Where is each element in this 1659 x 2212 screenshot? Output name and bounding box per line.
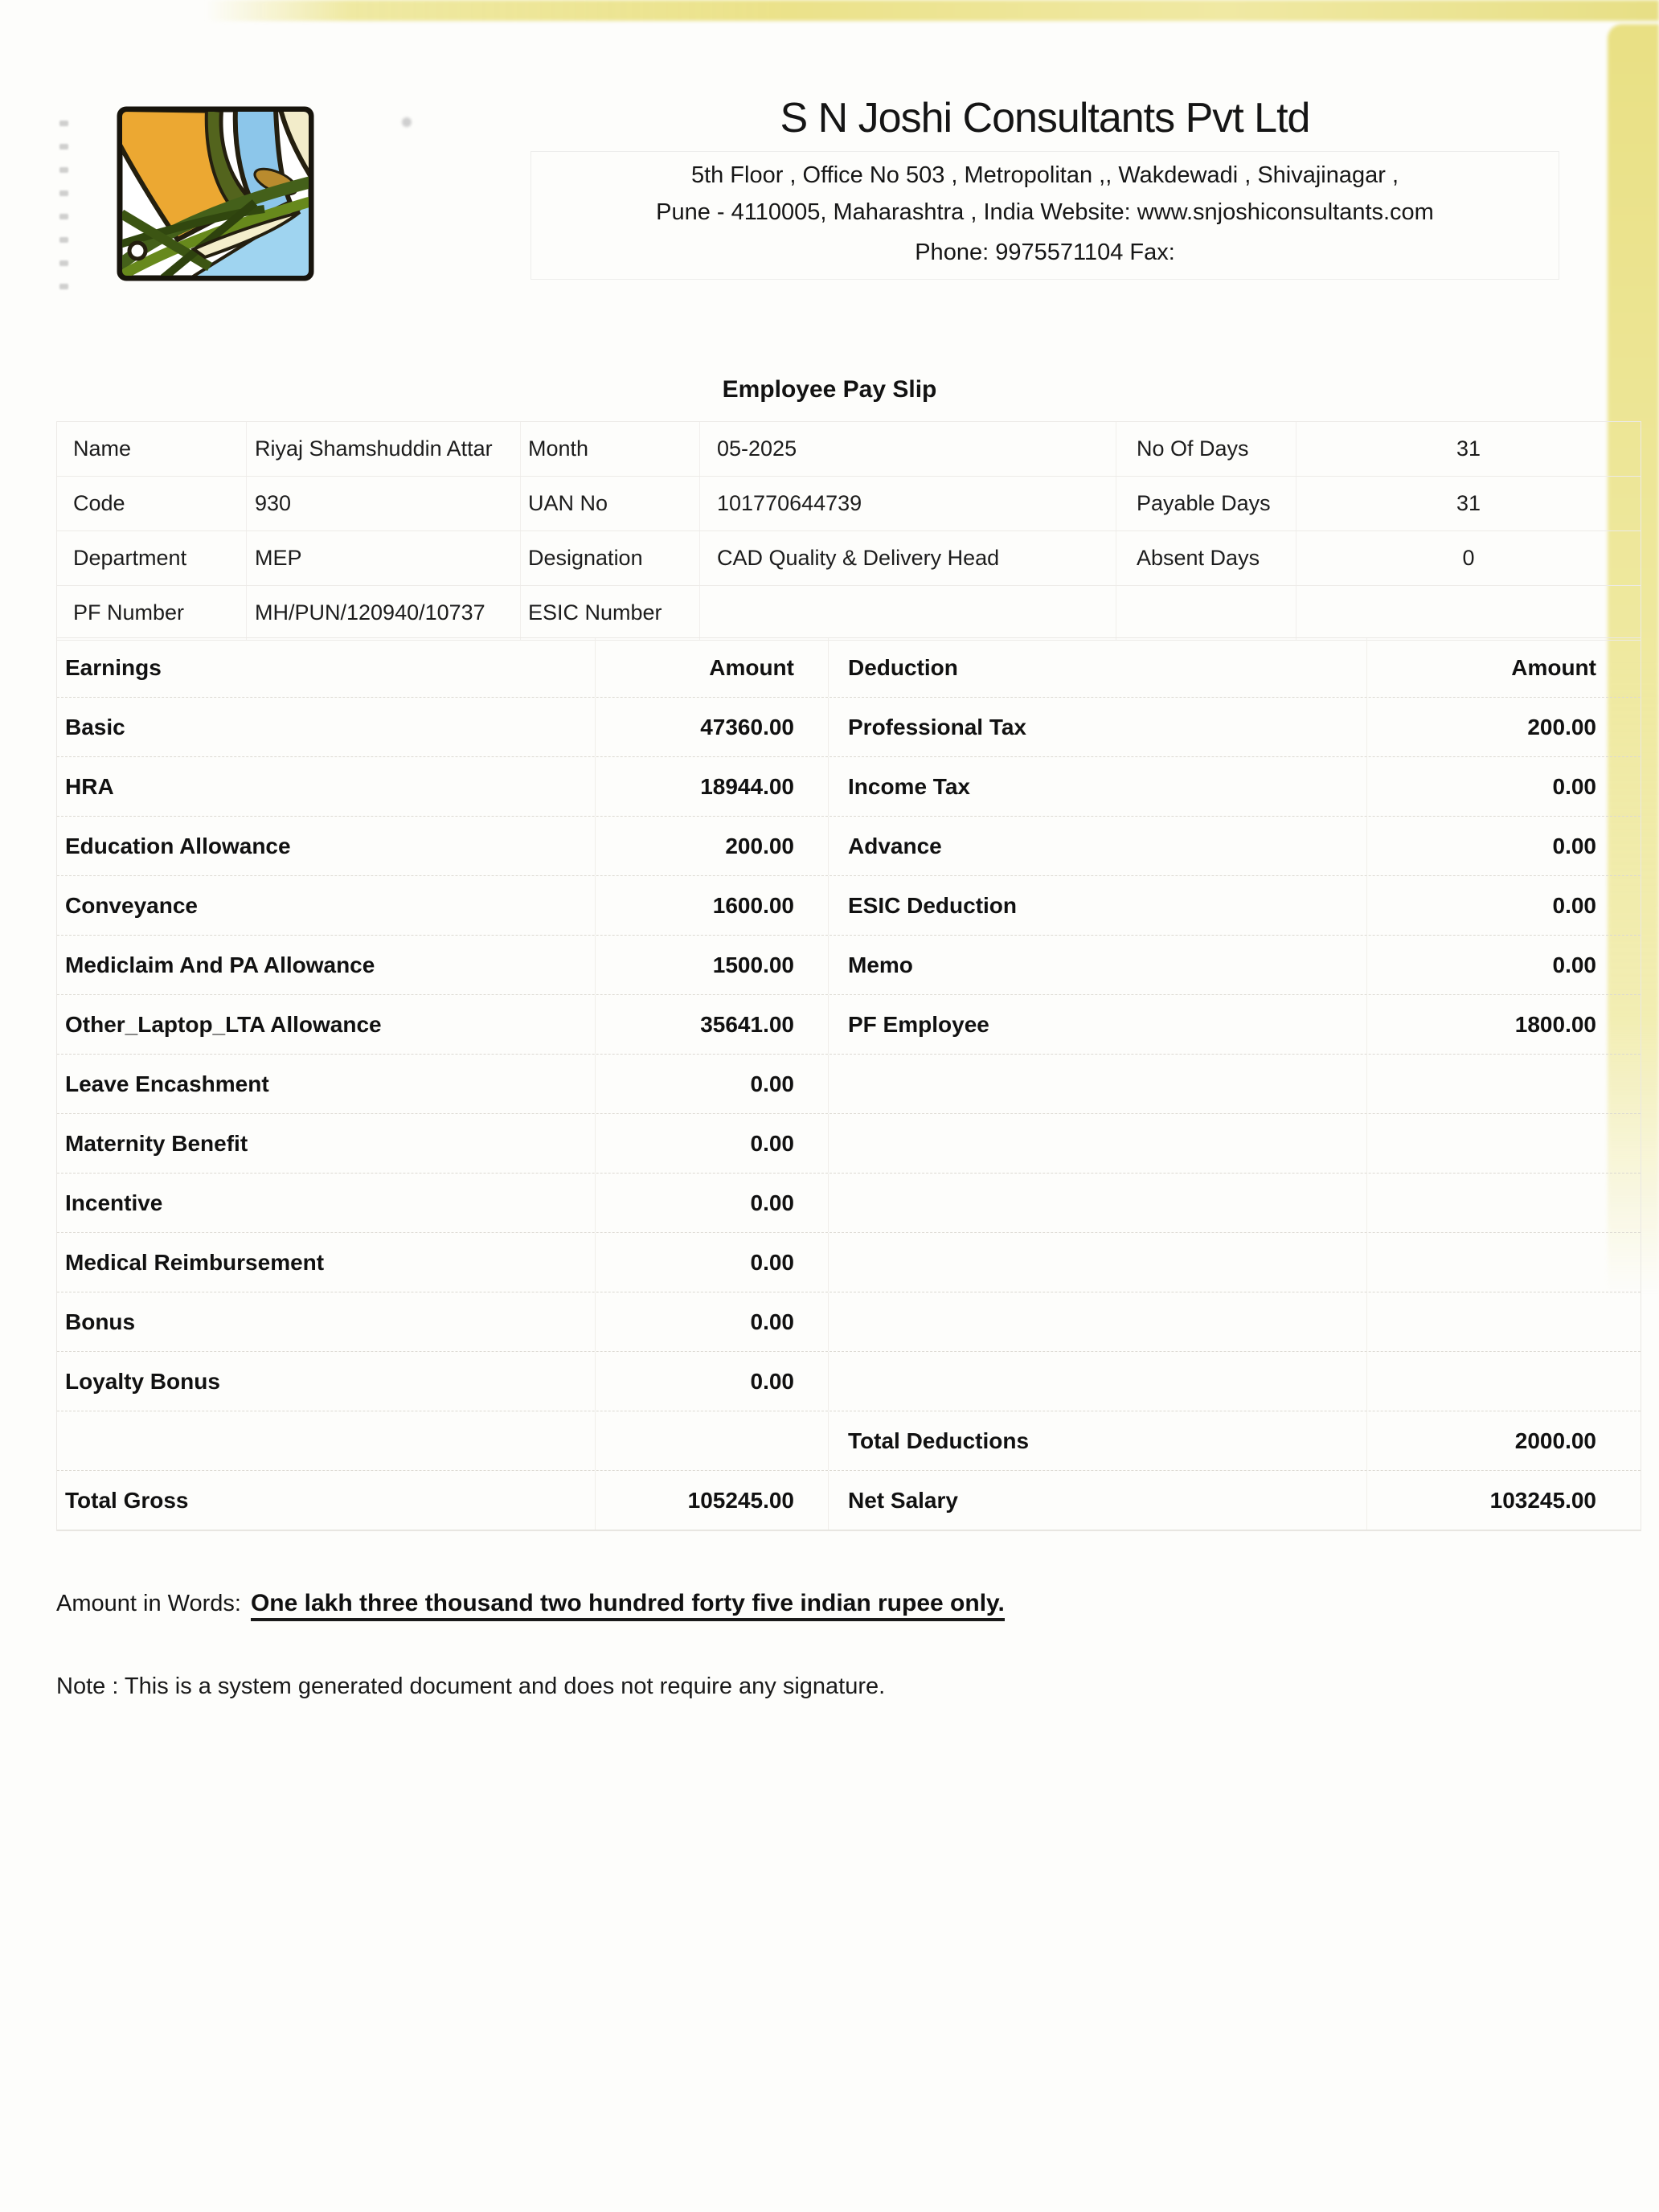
- company-phone-line: Phone: 9975571104 Fax:: [915, 240, 1175, 265]
- earning-label: Bonus: [57, 1292, 596, 1351]
- deduction-amount: 0.00: [1552, 952, 1596, 977]
- info-label: Code: [73, 491, 125, 515]
- earning-amount: 0.00: [596, 1352, 829, 1411]
- earnings-amount-header: Amount: [596, 638, 829, 697]
- info-value: 0: [1296, 531, 1641, 585]
- info-label: Designation: [520, 531, 699, 585]
- scan-edge-marks: [59, 121, 71, 289]
- deduction-label: PF Employee: [829, 995, 1367, 1054]
- page-title: Employee Pay Slip: [722, 376, 937, 403]
- earning-amount: 0.00: [596, 1114, 829, 1173]
- earning-amount: 0.00: [596, 1055, 829, 1113]
- statement-row: [57, 698, 1641, 757]
- earning-amount: 47360.00: [596, 698, 829, 756]
- scan-artifact-dot: [402, 117, 412, 127]
- company-address-block: [530, 151, 1559, 280]
- earning-amount: 35641.00: [596, 995, 829, 1054]
- info-value: MEP: [246, 531, 520, 585]
- amount-in-words: [56, 1590, 1005, 1617]
- earning-label: Education Allowance: [57, 817, 596, 875]
- deduction-label: [829, 1055, 1367, 1113]
- info-row: [57, 477, 1641, 531]
- info-label: ESIC Number: [520, 586, 699, 640]
- info-row: [57, 586, 1641, 640]
- statement-row: [57, 876, 1641, 936]
- info-value: Riyaj Shamshuddin Attar: [246, 422, 520, 476]
- deduction-amount: 1800.00: [1514, 1011, 1596, 1037]
- statement-row: [57, 1352, 1641, 1411]
- earning-amount: 18944.00: [596, 757, 829, 816]
- statement-row: [57, 1055, 1641, 1114]
- stained-glass-logo-icon: [117, 106, 314, 281]
- deduction-amount: [1367, 1055, 1641, 1113]
- earning-amount: 0.00: [596, 1292, 829, 1351]
- deduction-amount: [1367, 1114, 1641, 1173]
- net-salary-label: Net Salary: [829, 1471, 1367, 1530]
- net-salary-amount: 103245.00: [1489, 1487, 1596, 1513]
- info-label: [1116, 586, 1296, 640]
- deductions-amount-header: Amount: [1511, 654, 1596, 680]
- earning-label: Loyalty Bonus: [57, 1352, 596, 1411]
- total-deductions-label: Total Deductions: [829, 1411, 1367, 1470]
- earnings-deductions-table: [56, 637, 1641, 1531]
- deduction-label: Professional Tax: [829, 698, 1367, 756]
- deduction-label: ESIC Deduction: [829, 876, 1367, 935]
- statement-row: [57, 1114, 1641, 1174]
- deduction-label: [829, 1352, 1367, 1411]
- company-logo: [117, 106, 314, 281]
- info-label: Absent Days: [1116, 531, 1296, 585]
- info-label: UAN No: [520, 477, 699, 530]
- deduction-label: [829, 1174, 1367, 1232]
- scan-yellow-edge-top: [205, 0, 1659, 21]
- statement-row-totals: [57, 1471, 1641, 1530]
- info-row: [57, 422, 1641, 477]
- info-value: CAD Quality & Delivery Head: [699, 531, 1116, 585]
- total-deductions-amount: 2000.00: [1514, 1428, 1596, 1453]
- deduction-amount: 0.00: [1552, 892, 1596, 918]
- statement-header-row: [57, 638, 1641, 698]
- statement-row: [57, 1292, 1641, 1352]
- info-label: Month: [520, 422, 699, 476]
- amount-in-words-label: Amount in Words:: [56, 1591, 241, 1616]
- earning-amount: 0.00: [596, 1174, 829, 1232]
- deduction-amount: [1367, 1233, 1641, 1292]
- earning-amount: 1500.00: [596, 936, 829, 994]
- earning-label: [57, 1411, 596, 1470]
- statement-row: [57, 936, 1641, 995]
- info-label: No Of Days: [1116, 422, 1296, 476]
- company-address-line2: Pune - 4110005, Maharashtra , India Website: www.snjoshiconsultants.com: [656, 199, 1434, 225]
- statement-row: [57, 757, 1641, 817]
- amount-in-words-value: One lakh three thousand two hundred forty five indian rupee only.: [251, 1590, 1005, 1621]
- deduction-label: Memo: [829, 936, 1367, 994]
- info-label: Department: [73, 546, 187, 570]
- info-value: 05-2025: [699, 422, 1116, 476]
- info-value: 31: [1296, 477, 1641, 530]
- earning-amount: 200.00: [596, 817, 829, 875]
- earning-label: Other_Laptop_LTA Allowance: [57, 995, 596, 1054]
- info-value: 31: [1296, 422, 1641, 476]
- statement-row-total-deductions: [57, 1411, 1641, 1471]
- deduction-label: [829, 1114, 1367, 1173]
- info-label: Name: [73, 436, 132, 461]
- letterhead: [530, 90, 1559, 280]
- deduction-amount: [1367, 1352, 1641, 1411]
- deduction-amount: [1367, 1174, 1641, 1232]
- earning-label: Conveyance: [57, 876, 596, 935]
- earning-amount: [596, 1411, 829, 1470]
- info-value: 930: [246, 477, 520, 530]
- deduction-amount: 0.00: [1552, 773, 1596, 799]
- company-address-line1: 5th Floor , Office No 503 , Metropolitan ,, Wakdewadi , Shivajinagar ,: [690, 162, 1399, 188]
- earning-amount: 0.00: [596, 1233, 829, 1292]
- deduction-label: Income Tax: [829, 757, 1367, 816]
- earning-amount: 1600.00: [596, 876, 829, 935]
- statement-row: [57, 817, 1641, 876]
- earning-label: Mediclaim And PA Allowance: [57, 936, 596, 994]
- earning-label: Medical Reimbursement: [57, 1233, 596, 1292]
- statement-row: [57, 995, 1641, 1055]
- earning-label: Basic: [57, 698, 596, 756]
- statement-row: [57, 1233, 1641, 1292]
- deduction-label: [829, 1292, 1367, 1351]
- deduction-label: [829, 1233, 1367, 1292]
- info-row: [57, 531, 1641, 586]
- info-label: PF Number: [73, 600, 185, 625]
- system-note: Note : This is a system generated document and does not require any signature.: [56, 1673, 886, 1699]
- deduction-label: Advance: [829, 817, 1367, 875]
- total-gross-amount: 105245.00: [596, 1471, 829, 1530]
- statement-row: [57, 1174, 1641, 1233]
- earning-label: Maternity Benefit: [57, 1114, 596, 1173]
- info-value: 101770644739: [699, 477, 1116, 530]
- earning-label: Leave Encashment: [57, 1055, 596, 1113]
- info-value: MH/PUN/120940/10737: [246, 586, 520, 640]
- total-gross-label: Total Gross: [57, 1471, 596, 1530]
- info-label: Payable Days: [1116, 477, 1296, 530]
- deduction-amount: 0.00: [1552, 833, 1596, 858]
- deduction-amount: 200.00: [1527, 714, 1596, 739]
- earning-label: Incentive: [57, 1174, 596, 1232]
- info-value: [1296, 586, 1641, 640]
- earnings-column-header: Earnings: [57, 638, 596, 697]
- deduction-amount: [1367, 1292, 1641, 1351]
- deductions-column-header: Deduction: [829, 638, 1367, 697]
- info-value: [699, 586, 1116, 640]
- employee-info-table: [56, 421, 1641, 641]
- earning-label: HRA: [57, 757, 596, 816]
- company-name: S N Joshi Consultants Pvt Ltd: [780, 95, 1310, 141]
